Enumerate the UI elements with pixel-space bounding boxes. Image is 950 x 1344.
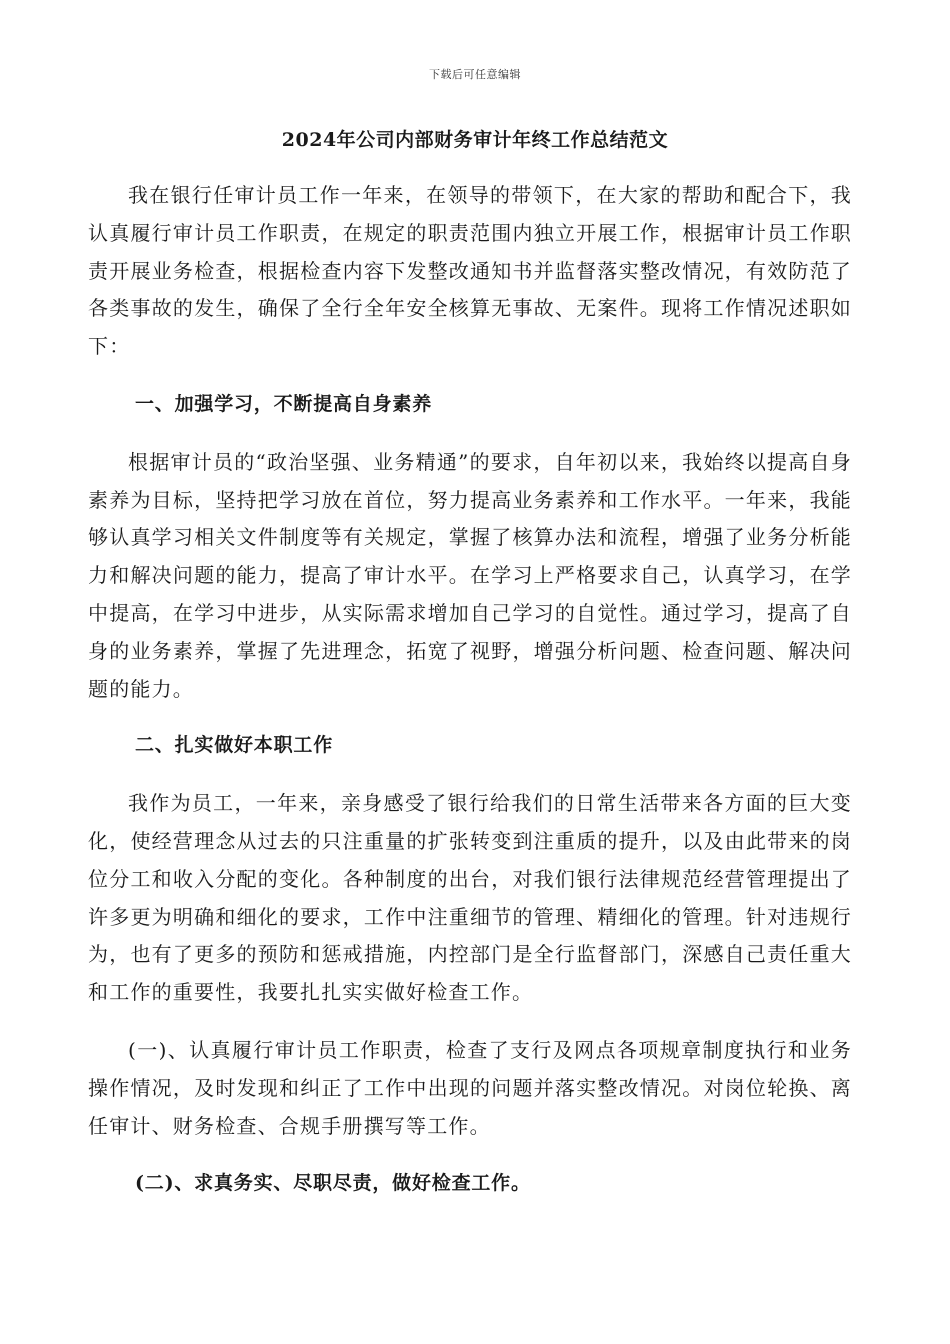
- subsection-heading-2: (二)、求真务实、尽职尽责，做好检查工作。: [135, 1172, 531, 1195]
- intro-paragraph: 我在银行任审计员工作一年来，在领导的带领下，在大家的帮助和配合下，我认真履行审计员工作职责，在规定的职责范围内独立开展工作，根据审计员工作职责开展业务检查，根据检查内容下发整改通知书并监督落实整改情况，有效防范了各类事故的发生，确保了全行全年安全核算无事故、无案件。现将工作情况述职如下：: [88, 183, 852, 359]
- section-2-paragraph: 我作为员工，一年来，亲身感受了银行给我们的日常生活带来各方面的巨大变化，使经营理念从过去的只注重量的扩张转变到注重质的提升，以及由此带来的岗位分工和收入分配的变化。各种制度的出台，对我们银行法律规范经营管理提出了许多更为明确和细化的要求，工作中注重细节的管理、精细化的管理。针对违规行为，也有了更多的预防和惩戒措施，内控部门是全行监督部门，深感自己责任重大和工作的重要性，我要扎扎实实做好检查工作。: [88, 791, 852, 1005]
- header-note: 下载后可任意编辑: [429, 68, 521, 81]
- section-heading-2: 二、扎实做好本职工作: [135, 734, 334, 757]
- document-title: 2024年公司内部财务审计年终工作总结范文: [281, 129, 669, 151]
- subsection-1-paragraph: (一)、认真履行审计员工作职责，检查了支行及网点各项规章制度执行和业务操作情况，及时发现和纠正了工作中出现的问题并落实整改情况。对岗位轮换、离任审计、财务检查、合规手册撰写等工作。: [88, 1037, 852, 1138]
- document-body: [88, 177, 852, 1203]
- section-1-paragraph: 根据审计员的“政治坚强、业务精通”的要求，自年初以来，我始终以提高自身素养为目标，坚持把学习放在首位，努力提高业务素养和工作水平。一年来，我能够认真学习相关文件制度等有关规定，掌握了核算办法和流程，增强了业务分析能力和解决问题的能力，提高了审计水平。在学习上严格要求自己，认真学习，在学中提高，在学习中进步，从实际需求增加自己学习的自觉性。通过学习，提高了自身的业务素养，掌握了先进理念，拓宽了视野，增强分析问题、检查问题、解决问题的能力。: [88, 449, 852, 701]
- section-heading-1: 一、加强学习，不断提高自身素养: [135, 392, 433, 415]
